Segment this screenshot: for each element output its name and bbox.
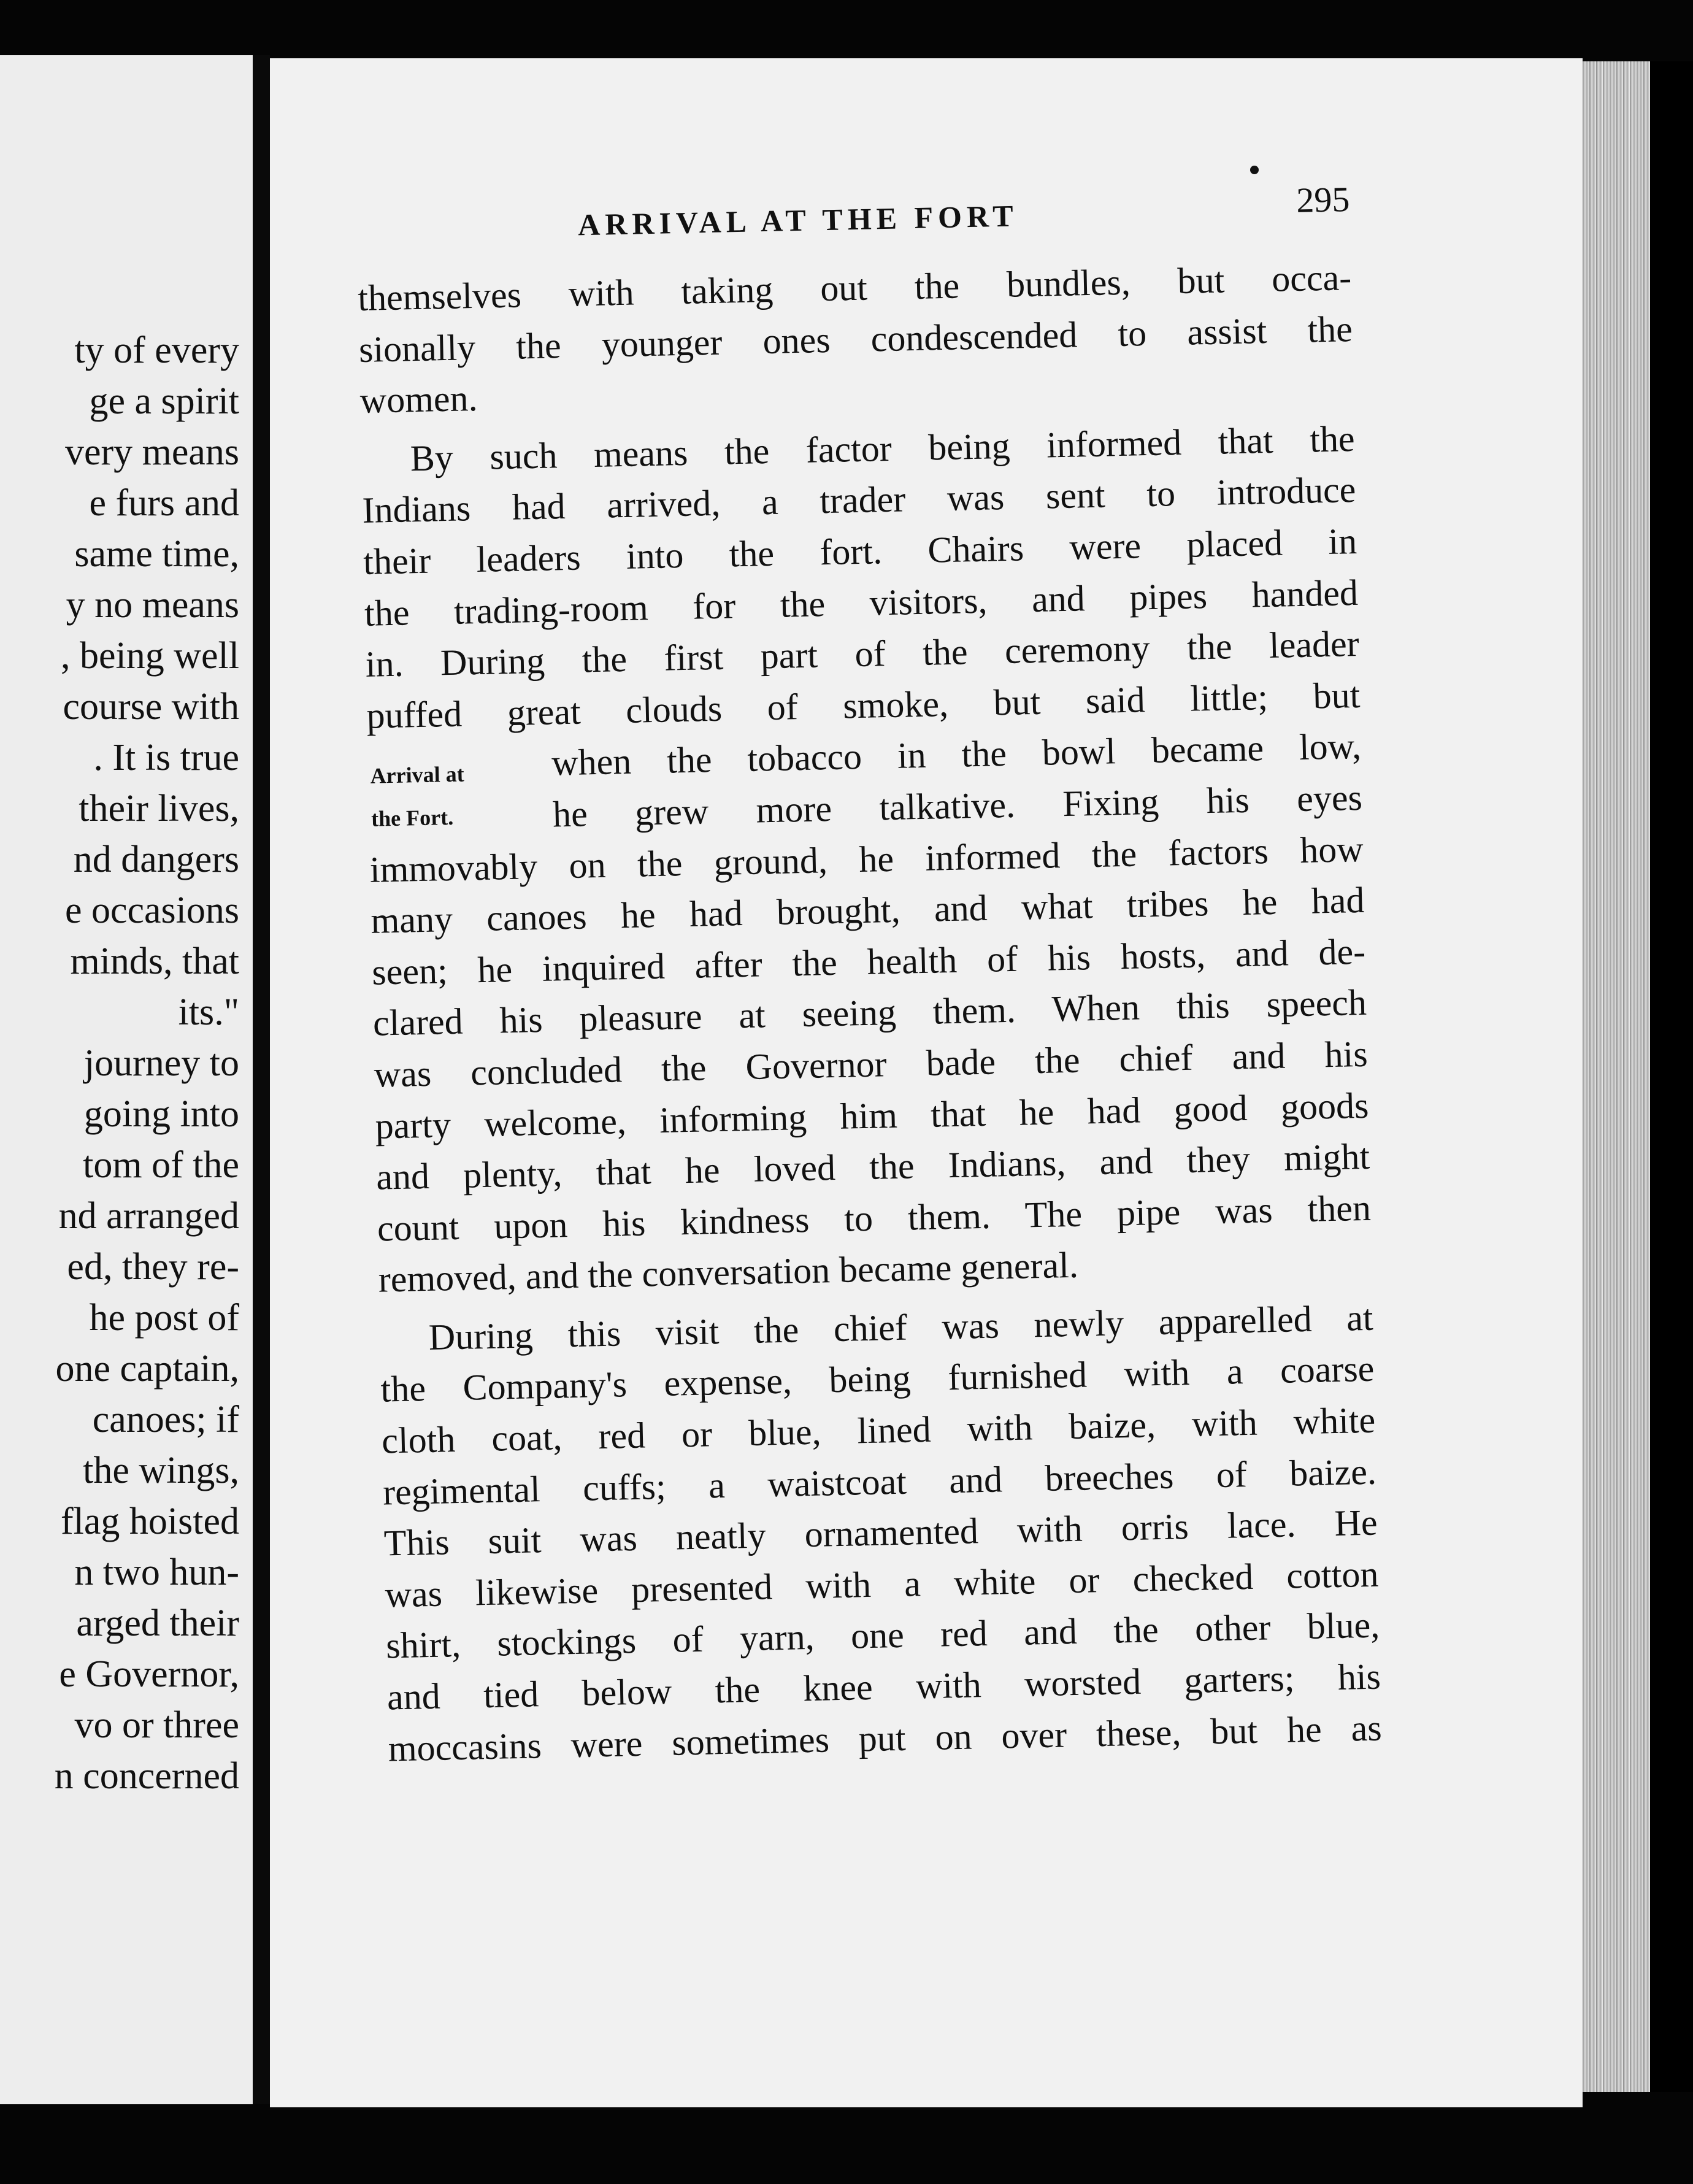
text-line: immovably on the ground, he informed the factors how bbox=[369, 828, 1364, 890]
left-text-line: tom of the bbox=[83, 1144, 239, 1186]
marginal-note-line: Arrival at bbox=[370, 761, 465, 788]
book-gutter bbox=[253, 55, 270, 2104]
left-text-line: journey to bbox=[83, 1042, 239, 1084]
page-295 bbox=[270, 58, 1583, 2107]
text-line: was concluded the Governor bade the chief and his bbox=[374, 1033, 1369, 1095]
left-text-line: e furs and bbox=[89, 482, 239, 524]
left-text-line: same time, bbox=[74, 533, 239, 575]
marginal-note-line: the Fort. bbox=[370, 804, 454, 831]
text-line: women. bbox=[359, 378, 478, 421]
left-text-line: nd dangers bbox=[73, 839, 239, 880]
text-line: their leaders into the fort. Chairs were placed in bbox=[363, 520, 1357, 582]
left-text-line: its." bbox=[178, 991, 239, 1033]
text-line: seen; he inquired after the health of his hosts, and de- bbox=[371, 931, 1366, 993]
left-text-line: n concerned bbox=[54, 1755, 239, 1797]
previous-page-text bbox=[0, 325, 239, 1802]
text-line: many canoes he had brought, and what tribes he had bbox=[370, 879, 1365, 941]
text-line: regimental cuffs; a waistcoat and breeches of baize. bbox=[382, 1451, 1377, 1513]
text-line: in. During the first part of the ceremony the leader bbox=[365, 623, 1360, 685]
ink-speck bbox=[1250, 166, 1259, 174]
left-text-line: one captain, bbox=[55, 1348, 239, 1390]
left-text-line: vo or three bbox=[74, 1704, 239, 1746]
left-text-line: ge a spirit bbox=[89, 380, 239, 422]
running-head bbox=[356, 179, 1351, 261]
text-line: By such means the factor being informed that the bbox=[410, 418, 1356, 479]
left-text-line: he post of bbox=[89, 1297, 239, 1339]
page-number: 295 bbox=[1296, 179, 1351, 220]
page-block-edge bbox=[1583, 61, 1650, 2092]
left-text-line: y no means bbox=[66, 584, 239, 626]
left-text-line: n two hun- bbox=[74, 1551, 239, 1593]
left-text-line: nd arranged bbox=[58, 1195, 239, 1237]
page-text-block bbox=[356, 179, 1382, 1775]
text-line: the Company's expense, being furnished with a coarse bbox=[380, 1348, 1375, 1410]
text-line: themselves with taking out the bundles, but occa- bbox=[357, 257, 1352, 318]
marginal-note bbox=[370, 751, 525, 840]
text-line: puffed great clouds of smoke, but said little; but bbox=[366, 674, 1361, 736]
text-line: party welcome, informing him that he had good goods bbox=[374, 1085, 1369, 1147]
text-line: cloth coat, red or blue, lined with baize, with white bbox=[381, 1399, 1376, 1461]
left-text-line: . It is true bbox=[93, 737, 239, 779]
left-text-line: arged their bbox=[76, 1602, 239, 1644]
text-line: and tied below the knee with worsted garters; his bbox=[386, 1656, 1381, 1718]
text-line: clared his pleasure at seeing them. When this speech bbox=[372, 982, 1367, 1044]
left-text-line: minds, that bbox=[70, 940, 239, 982]
text-line: shirt, stockings of yarn, one red and the other blue, bbox=[385, 1605, 1380, 1666]
left-text-line: their lives, bbox=[79, 788, 239, 829]
paragraph bbox=[361, 413, 1372, 1306]
left-text-line: flag hoisted bbox=[61, 1501, 239, 1542]
left-text-line: ty of every bbox=[74, 329, 239, 371]
left-text-line: e occasions bbox=[64, 890, 239, 931]
left-text-line: very means bbox=[64, 431, 239, 473]
text-line: he grew more talkative. Fixing his eyes bbox=[552, 777, 1363, 835]
left-text-line: , being well bbox=[61, 635, 239, 677]
previous-page-fragment bbox=[0, 55, 253, 2104]
text-line: and plenty, that he loved the Indians, and they might bbox=[375, 1136, 1370, 1198]
text-line: removed, and the conversation became general. bbox=[378, 1245, 1079, 1300]
text-line: This suit was neatly ornamented with orris lace. He bbox=[383, 1502, 1378, 1564]
left-text-line: course with bbox=[63, 686, 239, 728]
left-text-line: going into bbox=[83, 1093, 239, 1135]
left-text-line: canoes; if bbox=[92, 1399, 239, 1440]
left-text-line: ed, they re- bbox=[67, 1246, 239, 1288]
paragraph bbox=[379, 1293, 1382, 1775]
paragraph bbox=[358, 252, 1354, 427]
text-line: the trading-room for the visitors, and pipes handed bbox=[364, 572, 1359, 634]
text-line: when the tobacco in the bowl became low, bbox=[551, 726, 1362, 783]
text-line: During this visit the chief was newly apparelled at bbox=[428, 1297, 1374, 1358]
text-line: count upon his kindness to them. The pipe was then bbox=[377, 1187, 1372, 1249]
text-line: moccasins were sometimes put on over these, but he as bbox=[388, 1707, 1383, 1769]
left-text-line: the wings, bbox=[83, 1450, 239, 1491]
left-text-line: e Governor, bbox=[59, 1653, 239, 1695]
text-line: was likewise presented with a white or checked cotton bbox=[384, 1553, 1379, 1615]
text-line: sionally the younger ones condescended to assist the bbox=[358, 308, 1353, 370]
scan-border bbox=[1650, 61, 1693, 2092]
running-head-title: ARRIVAL AT THE FORT bbox=[577, 198, 1019, 242]
text-line: Indians had arrived, a trader was sent to introduce bbox=[361, 469, 1356, 531]
